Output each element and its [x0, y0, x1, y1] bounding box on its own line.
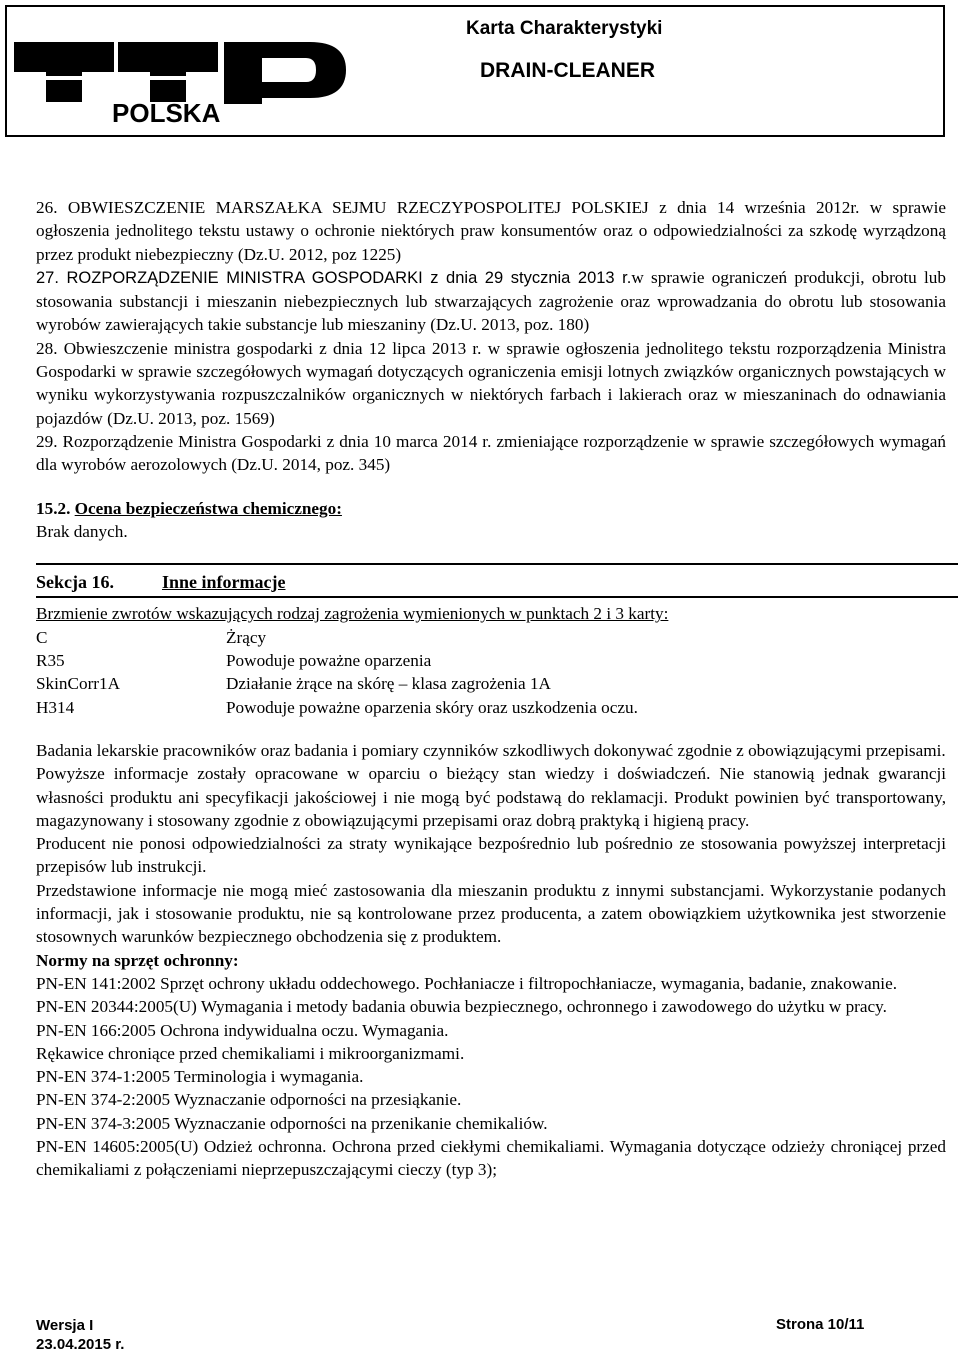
norm-item: PN-EN 166:2005 Ochrona indywidualna oczu. Wymagania.: [36, 1020, 449, 1040]
legend-heading: Brzmienie zwrotów wskazujących rodzaj zagrożenia wymienionych w punktach 2 i 3 karty:: [36, 604, 669, 624]
date-label: 23.04.2015 r.: [36, 1336, 125, 1353]
legend-desc: Powoduje poważne oparzenia skóry oraz uszkodzenia oczu.: [226, 697, 638, 717]
product-name: DRAIN-CLEANER: [480, 59, 655, 82]
legend-code: H314: [36, 697, 75, 717]
legend-code: SkinCorr1A: [36, 674, 121, 694]
hazard-legend: [36, 626, 946, 719]
brand-name: POLSKA: [112, 98, 221, 128]
norm-item: PN-EN 374-3:2005 Wyznaczanie odporności na przenikanie chemikaliów.: [36, 1113, 548, 1133]
legend-desc: Działanie żrące na skórę – klasa zagrożenia 1A: [226, 674, 551, 694]
document-title: Karta Charakterystyki: [466, 18, 663, 39]
regulation-28: 28. Obwieszczenie ministra gospodarki z dnia 12 lipca 2013 r. w sprawie ogłoszenia jednolitego tekstu rozporządzenia Ministra Gospodarki w sprawie szczegółowych wymagań dotyczących ograniczenia emisji lotnych związków organicznych powstających w wyniku wykorzystywania rozpuszczalników organicznych w niektórych farbach i lakierach oraz w mieszaninach do odnawiania pojazdów (Dz.U. 2013, poz. 1569): [36, 338, 946, 428]
subsection-number: 15.2.: [36, 498, 71, 518]
regulation-27-text: w sprawie ograniczeń produkcji, obrotu lub stosowania substancji i mieszanin niebezpiecznych lub stwarzających zagrożenie oraz wprowadzania do obrotu lub stosowania wyrobów zawierających takie substancje lub mieszaniny (Dz.U. 2013, poz. 180): [36, 267, 946, 335]
norm-item: PN-EN 20344:2005(U) Wymagania i metody badania obuwia bezpiecznego, ochronnego i zawodowego do użytku w pracy.: [36, 997, 887, 1017]
paragraph: Producent nie ponosi odpowiedzialności za straty wynikające bezpośrednio lub pośrednio ze stosowania powyższej interpretacji przepisów lub instrukcji.: [36, 834, 946, 877]
section-16-header: [36, 563, 958, 598]
regulation-27: [36, 266, 946, 337]
version-label: Wersja I: [36, 1317, 94, 1334]
legend-desc: Żrący: [226, 627, 267, 647]
paragraph: Powyższe informacje zostały opracowane w oparciu o bieżący stan wiedzy i doświadczeń. Nie stanowią jednak gwarancji własności produktu ani specyfikacji jakościowej i nie mogą być podstawą do reklamacji. Produkt powinien być transportowany, magazynowany i stosowany zgodnie z obowiązującymi przepisami oraz dobrą praktyką i higieną pracy.: [36, 764, 946, 830]
subsection-text: Brak danych.: [36, 521, 128, 541]
paragraph: Badania lekarskie pracowników oraz badania i pomiary czynników szkodliwych dokonywać zgodnie z obowiązującymi przepisami.: [36, 740, 946, 760]
legend-code: C: [36, 627, 48, 647]
section-label: Sekcja 16.: [36, 572, 114, 593]
paragraph: Przedstawione informacje nie mogą mieć zastosowania dla mieszanin produktu z innymi substancjami. Wykorzystanie podanych informacji, jak i stosowanie produktu, nie są kontrolowane przez producenta, a zatem obowiązkiem użytkownika jest stworzenie stosownych warunków bezpiecznego obchodzenia się z produktem.: [36, 880, 946, 947]
page-number: Strona 10/11: [776, 1316, 865, 1333]
norm-item: Rękawice chroniące przed chemikaliami i mikroorganizmami.: [36, 1043, 465, 1063]
regulation-26: 26. OBWIESZCZENIE MARSZAŁKA SEJMU RZECZYPOSPOLITEJ POLSKIEJ z dnia 14 września 2012r. w sprawie ogłoszenia jednolitego tekstu ustawy o ochronie niektórych praw konsumentów oraz o odpowiedzialności za szkodę wyrządzoną przez produkt niebezpieczny (Dz.U. 2012, poz 1225): [36, 198, 946, 264]
legend-desc: Powoduje poważne oparzenia: [226, 651, 432, 671]
subsection-title: Ocena bezpieczeństwa chemicznego:: [74, 498, 342, 518]
page-header: [0, 0, 960, 180]
page-content: [36, 196, 946, 1182]
norms-heading: Normy na sprzęt ochronny:: [36, 950, 239, 970]
norm-item: PN-EN 141:2002 Sprzęt ochrony układu oddechowego. Pochłaniacze i filtropochłaniacze, wymagania, badanie, znakowanie.: [36, 973, 897, 993]
regulation-27-title: 27. ROZPORZĄDZENIE MINISTRA GOSPODARKI z dnia 29 stycznia 2013 r.: [36, 268, 632, 287]
subsection-15-2: [36, 497, 946, 520]
section-title: Inne informacje: [162, 572, 286, 593]
regulation-29: 29. Rozporządzenie Ministra Gospodarki z dnia 10 marca 2014 r. zmieniające rozporządzenie w sprawie szczegółowych wymagań dla wyrobów aerozolowych (Dz.U. 2014, poz. 345): [36, 431, 946, 475]
norm-item: PN-EN 374-2:2005 Wyznaczanie odporności na przesiąkanie.: [36, 1090, 462, 1110]
norm-item: PN-EN 374-1:2005 Terminologia i wymagania.: [36, 1067, 364, 1087]
page-footer-left: [36, 1316, 124, 1354]
norm-item: PN-EN 14605:2005(U) Odzież ochronna. Ochrona przed ciekłymi chemikaliami. Wymagania dotyczące odzieży chroniącej przed chemikaliami z połączeniami nieprzepuszczającymi cieczy (typ 3);: [36, 1136, 946, 1180]
legend-code: R35: [36, 651, 65, 671]
